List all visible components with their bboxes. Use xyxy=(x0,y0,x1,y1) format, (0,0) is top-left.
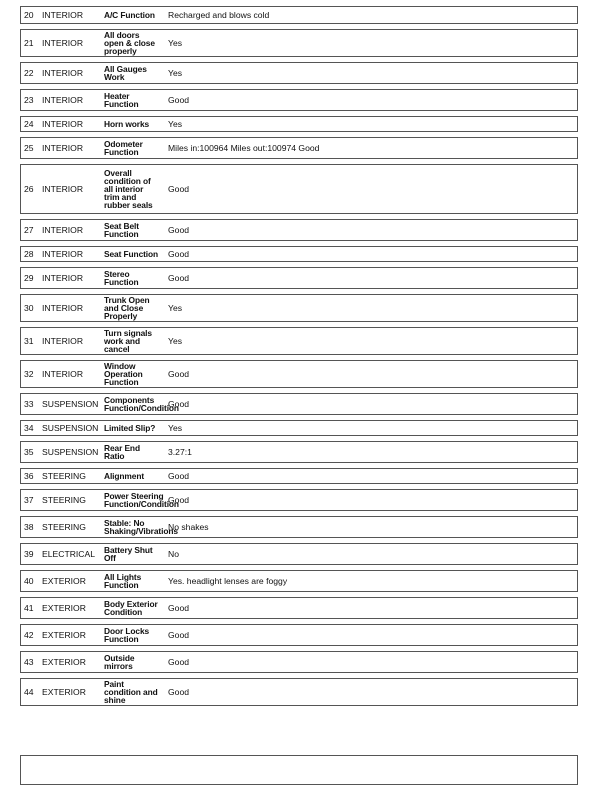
table-row xyxy=(20,89,578,111)
row-item: Overall condition of all interior trim and rubber seals xyxy=(104,168,153,210)
row-number: 36 xyxy=(24,470,34,481)
row-category: SUSPENSION xyxy=(42,398,99,409)
row-value: Yes xyxy=(168,67,183,78)
row-item: Stereo Function xyxy=(104,269,139,287)
row-item: All Gauges Work xyxy=(104,64,147,82)
row-number: 28 xyxy=(24,248,34,259)
row-category: INTERIOR xyxy=(42,67,84,78)
row-value: Good xyxy=(168,494,190,505)
row-category: EXTERIOR xyxy=(42,686,86,697)
row-item: Trunk Open and Close Properly xyxy=(104,295,150,321)
row-category: INTERIOR xyxy=(42,335,84,346)
row-value: Miles in:100964 Miles out:100974 Good xyxy=(168,142,320,153)
row-value: Good xyxy=(168,368,190,379)
row-number: 42 xyxy=(24,629,34,640)
row-value: Yes xyxy=(168,118,183,129)
row-number: 41 xyxy=(24,602,34,613)
row-value: Recharged and blows cold xyxy=(168,9,270,20)
row-number: 40 xyxy=(24,575,34,586)
row-item: Odometer Function xyxy=(104,139,143,157)
row-category: INTERIOR xyxy=(42,118,84,129)
row-item: All doors open & close properly xyxy=(104,30,155,56)
table-row xyxy=(20,246,578,262)
row-category: INTERIOR xyxy=(42,37,84,48)
row-value: Good xyxy=(168,183,190,194)
row-value: Good xyxy=(168,272,190,283)
row-item: Limited Slip? xyxy=(104,423,156,433)
row-number: 39 xyxy=(24,548,34,559)
row-item: Seat Function xyxy=(104,249,159,259)
row-item: Horn works xyxy=(104,119,150,129)
row-number: 34 xyxy=(24,422,34,433)
table-row xyxy=(20,651,578,673)
row-number: 24 xyxy=(24,118,34,129)
row-number: 30 xyxy=(24,302,34,313)
table-row xyxy=(20,597,578,619)
row-value: No xyxy=(168,548,179,559)
table-row xyxy=(20,360,578,388)
row-value: Good xyxy=(168,224,190,235)
row-item: Body Exterior Condition xyxy=(104,599,158,617)
row-value: Yes xyxy=(168,335,183,346)
table-row xyxy=(20,441,578,463)
row-category: STEERING xyxy=(42,521,86,532)
row-value: Yes xyxy=(168,302,183,313)
row-value: Good xyxy=(168,656,190,667)
row-number: 25 xyxy=(24,142,34,153)
table-row xyxy=(20,678,578,706)
row-number: 27 xyxy=(24,224,34,235)
table-row xyxy=(20,164,578,214)
row-item: Battery Shut Off xyxy=(104,545,153,563)
row-category: INTERIOR xyxy=(42,248,84,259)
row-category: STEERING xyxy=(42,494,86,505)
row-value: Yes xyxy=(168,37,183,48)
table-row xyxy=(20,327,578,355)
row-category: INTERIOR xyxy=(42,9,84,20)
row-number: 31 xyxy=(24,335,34,346)
row-item: Alignment xyxy=(104,471,145,481)
row-value: Yes. headlight lenses are foggy xyxy=(168,575,288,586)
table-row xyxy=(20,267,578,289)
table-row xyxy=(20,219,578,241)
row-item: Heater Function xyxy=(104,91,139,109)
table-row xyxy=(20,543,578,565)
row-category: INTERIOR xyxy=(42,302,84,313)
row-item: All Lights Function xyxy=(104,572,142,590)
row-value: No shakes xyxy=(168,521,209,532)
row-number: 22 xyxy=(24,67,34,78)
row-number: 29 xyxy=(24,272,34,283)
row-value: Good xyxy=(168,248,190,259)
row-category: EXTERIOR xyxy=(42,629,86,640)
table-row xyxy=(20,489,578,511)
row-category: EXTERIOR xyxy=(42,575,86,586)
table-row xyxy=(20,294,578,322)
row-category: INTERIOR xyxy=(42,94,84,105)
row-number: 32 xyxy=(24,368,34,379)
row-item: Seat Belt Function xyxy=(104,221,139,239)
table-row xyxy=(20,29,578,57)
table-row xyxy=(20,116,578,132)
row-value: 3.27:1 xyxy=(168,446,192,457)
row-item: A/C Function xyxy=(104,10,155,20)
row-category: EXTERIOR xyxy=(42,602,86,613)
row-number: 37 xyxy=(24,494,34,505)
row-value: Good xyxy=(168,629,190,640)
row-value: Yes xyxy=(168,422,183,433)
table-row xyxy=(20,393,578,415)
row-category: STEERING xyxy=(42,470,86,481)
row-value: Good xyxy=(168,94,190,105)
row-category: ELECTRICAL xyxy=(42,548,96,559)
table-row xyxy=(20,62,578,84)
row-value: Good xyxy=(168,686,190,697)
row-value: Good xyxy=(168,398,190,409)
table-row-partial xyxy=(20,755,578,785)
table-row xyxy=(20,516,578,538)
row-value: Good xyxy=(168,602,190,613)
row-number: 35 xyxy=(24,446,34,457)
row-number: 43 xyxy=(24,656,34,667)
table-row xyxy=(20,6,578,24)
row-item: Components Function/Condition xyxy=(104,395,179,413)
row-number: 33 xyxy=(24,398,34,409)
row-category: INTERIOR xyxy=(42,183,84,194)
row-item: Turn signals work and cancel xyxy=(104,328,152,354)
row-category: SUSPENSION xyxy=(42,422,99,433)
row-number: 21 xyxy=(24,37,34,48)
table-row xyxy=(20,624,578,646)
row-value: Good xyxy=(168,470,190,481)
row-number: 26 xyxy=(24,183,34,194)
row-category: EXTERIOR xyxy=(42,656,86,667)
table-row xyxy=(20,570,578,592)
row-number: 44 xyxy=(24,686,34,697)
table-row xyxy=(20,420,578,436)
row-item: Outside mirrors xyxy=(104,653,135,671)
row-category: INTERIOR xyxy=(42,272,84,283)
row-item: Power Steering Function/Condition xyxy=(104,491,179,509)
row-item: Rear End Ratio xyxy=(104,443,140,461)
row-category: INTERIOR xyxy=(42,368,84,379)
row-category: SUSPENSION xyxy=(42,446,99,457)
table-row xyxy=(20,468,578,484)
row-item: Window Operation Function xyxy=(104,361,143,387)
row-number: 23 xyxy=(24,94,34,105)
row-category: INTERIOR xyxy=(42,142,84,153)
row-number: 20 xyxy=(24,9,34,20)
table-row xyxy=(20,137,578,159)
row-item: Paint condition and shine xyxy=(104,679,158,705)
row-category: INTERIOR xyxy=(42,224,84,235)
row-item: Stable: No Shaking/Vibrations xyxy=(104,518,178,536)
row-number: 38 xyxy=(24,521,34,532)
inspection-table xyxy=(20,6,578,711)
row-item: Door Locks Function xyxy=(104,626,150,644)
